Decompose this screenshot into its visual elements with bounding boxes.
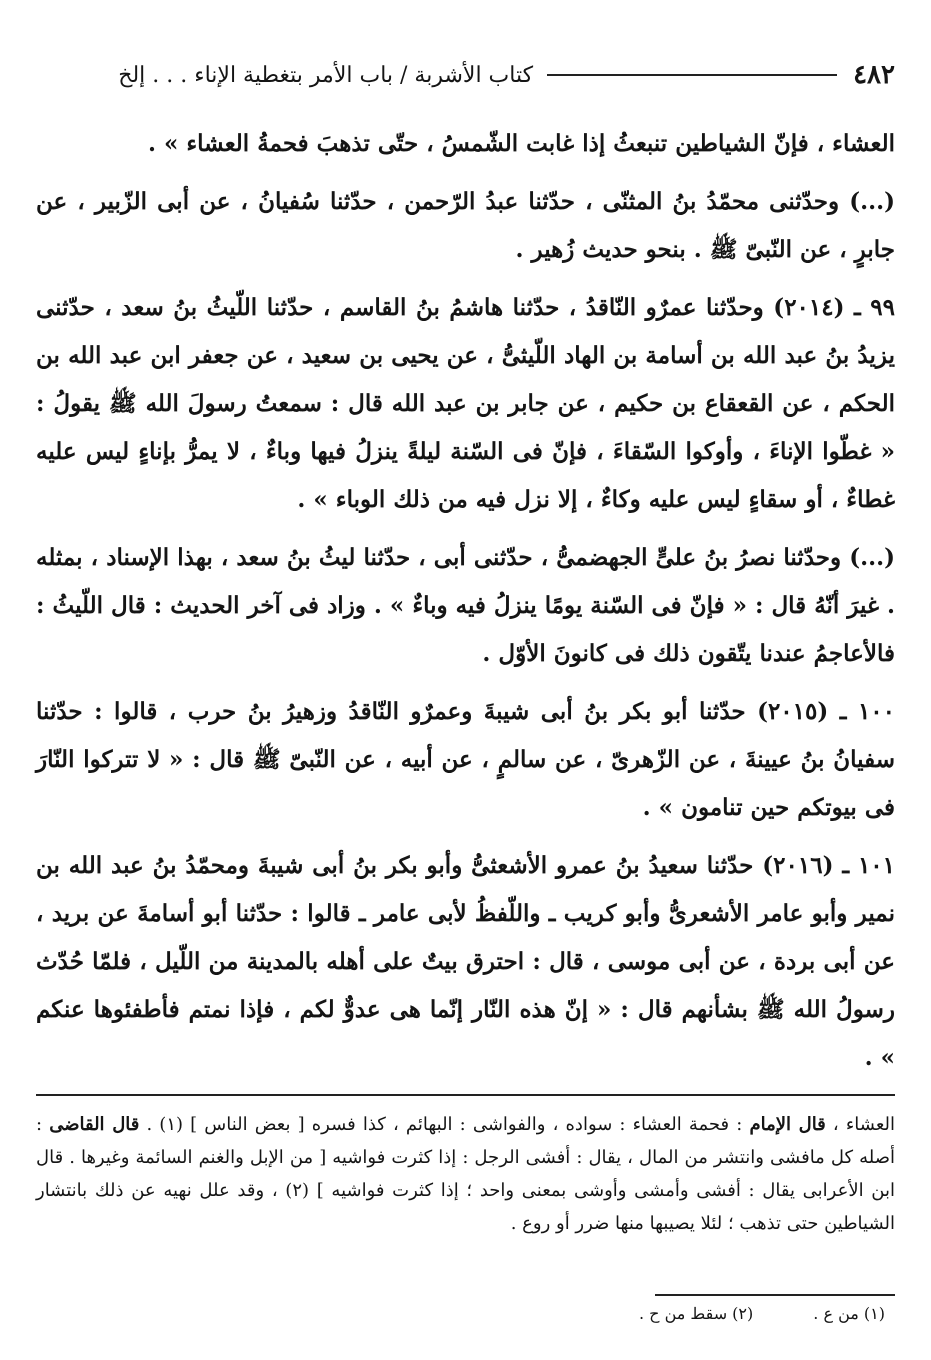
- paragraph-continuation: العشاء ، فإنّ الشياطين تنبعثُ إذا غابت الشّمسُ ، حتّى تذهبَ فحمةُ العشاء » .: [147, 130, 895, 157]
- commentary-qadi-text: : أصله كل مافشى وانتشر من المال ، يقال : أفشى الرجل : إذا كثرت فواشيه [ من الإبل والغنم السائمة وغيرها . قال ابن الأعرابى يقال : أفشى وأمشى وأوشى بمعنى واحد ؛ إذا كثرت فواشيه ] (٢) ، وقد علل نهيه عن ذلك بانتشار الشياطين حتى تذهب ؛ لئلا يصيبها منها ضرر أو روع .: [36, 1114, 895, 1234]
- footnote-divider: [655, 1294, 895, 1296]
- page-number: ٤٨٢: [853, 60, 895, 90]
- hadith-text: [36, 120, 895, 1082]
- footnote-2: (٢) سقط من ح .: [638, 1304, 754, 1323]
- qadi-label: قال القاضى: [49, 1114, 140, 1135]
- running-title: كتاب الأشربة / باب الأمر بتغطية الإناء . . . إلخ: [118, 62, 534, 88]
- paragraph-isnad-variant: (...) وحدّثنى محمّدُ بنُ المثنّى ، حدّثنا عبدُ الرّحمن ، حدّثنا سُفيانُ ، عن أبى الزّبير ، عن جابرٍ ، عن النّبىّ ﷺ . بنحو حديث زُهير .: [36, 188, 895, 263]
- footnote-1: (١) من ع .: [813, 1304, 885, 1323]
- header-rule: [547, 74, 837, 76]
- commentary-lead: العشاء ،: [832, 1114, 895, 1135]
- commentary-paragraph: [36, 1108, 895, 1240]
- paragraph-hadith-101: ١٠١ ـ (٢٠١٦) حدّثنا سعيدُ بنُ عمرو الأشعثىُّ وأبو بكر بنُ أبى شيبةَ ومحمّدُ بنُ عبد الله بن نمير وأبو عامر الأشعرىُّ وأبو كريب ـ واللّفظُ لأبى عامر ـ قالوا : حدّثنا أبو أسامةَ عن بريد ، عن أبى بردة ، عن أبى موسى ، قال : احترق بيتٌ على أهله بالمدينة من اللّيل ، فلمّا حُدّث رسولُ الله ﷺ بشأنهم قال : « إنّ هذه النّار إنّما هى عدوٌّ لكم ، فإذا نمتم فأطفئوها عنكم » .: [36, 852, 896, 1071]
- paragraph-hadith-99: ٩٩ ـ (٢٠١٤) وحدّثنا عمرٌو النّاقدُ ، حدّثنا هاشمُ بنُ القاسم ، حدّثنا اللّيثُ بنُ سعد ، حدّثنى يزيدُ بنُ عبد الله بن أسامة بن الهاد اللّيثىُّ ، عن يحيى بن سعيد ، عن جعفر ابن عبد الله بن الحكم ، عن القعقاع بن حكيم ، عن جابر بن عبد الله قال : سمعتُ رسولَ الله ﷺ يقولُ : « غطّوا الإناءَ ، وأوكوا السّقاءَ ، فإنّ فى السّنة ليلةً ينزلُ فيها وباءٌ ، لا يمرُّ بإناءٍ ليس عليه غطاءٌ ، أو سقاءٍ ليس عليه وكاءٌ ، إلا نزل فيه من ذلك الوباء » .: [36, 294, 895, 513]
- commentary-divider: [36, 1094, 895, 1096]
- paragraph-isnad-variant: (...) وحدّثنا نصرُ بنُ علىٍّ الجهضمىُّ ، حدّثنى أبى ، حدّثنا ليثُ بنُ سعد ، بهذا الإسناد ، بمثله . غيرَ أنّهُ قال : « فإنّ فى السّنة يومًا ينزلُ فيه وباءٌ » . وزاد فى آخر الحديث : قال اللّيثُ : فالأعاجمُ عندنا يتّقون ذلك فى كانونَ الأوّل .: [36, 544, 895, 667]
- paragraph-hadith-100: ١٠٠ ـ (٢٠١٥) حدّثنا أبو بكر بنُ أبى شيبةَ وعمرٌو النّاقدُ وزهيرُ بنُ حرب ، قالوا : حدّثنا سفيانُ بنُ عيينةَ ، عن الزّهرىّ ، عن سالمٍ ، عن أبيه ، عن النّبىّ ﷺ قال : « لا تتركوا النّارَ فى بيوتكم حين تنامون » .: [36, 698, 895, 821]
- page-header: [36, 58, 895, 92]
- imam-label: قال الإمام: [749, 1114, 826, 1135]
- commentary-block: [36, 1108, 895, 1240]
- footnotes: [36, 1300, 885, 1328]
- commentary-imam-text: : فحمة العشاء : سواده ، والفواشى : البهائم ، كذا فسره [ بعض الناس ] (١) .: [146, 1114, 743, 1135]
